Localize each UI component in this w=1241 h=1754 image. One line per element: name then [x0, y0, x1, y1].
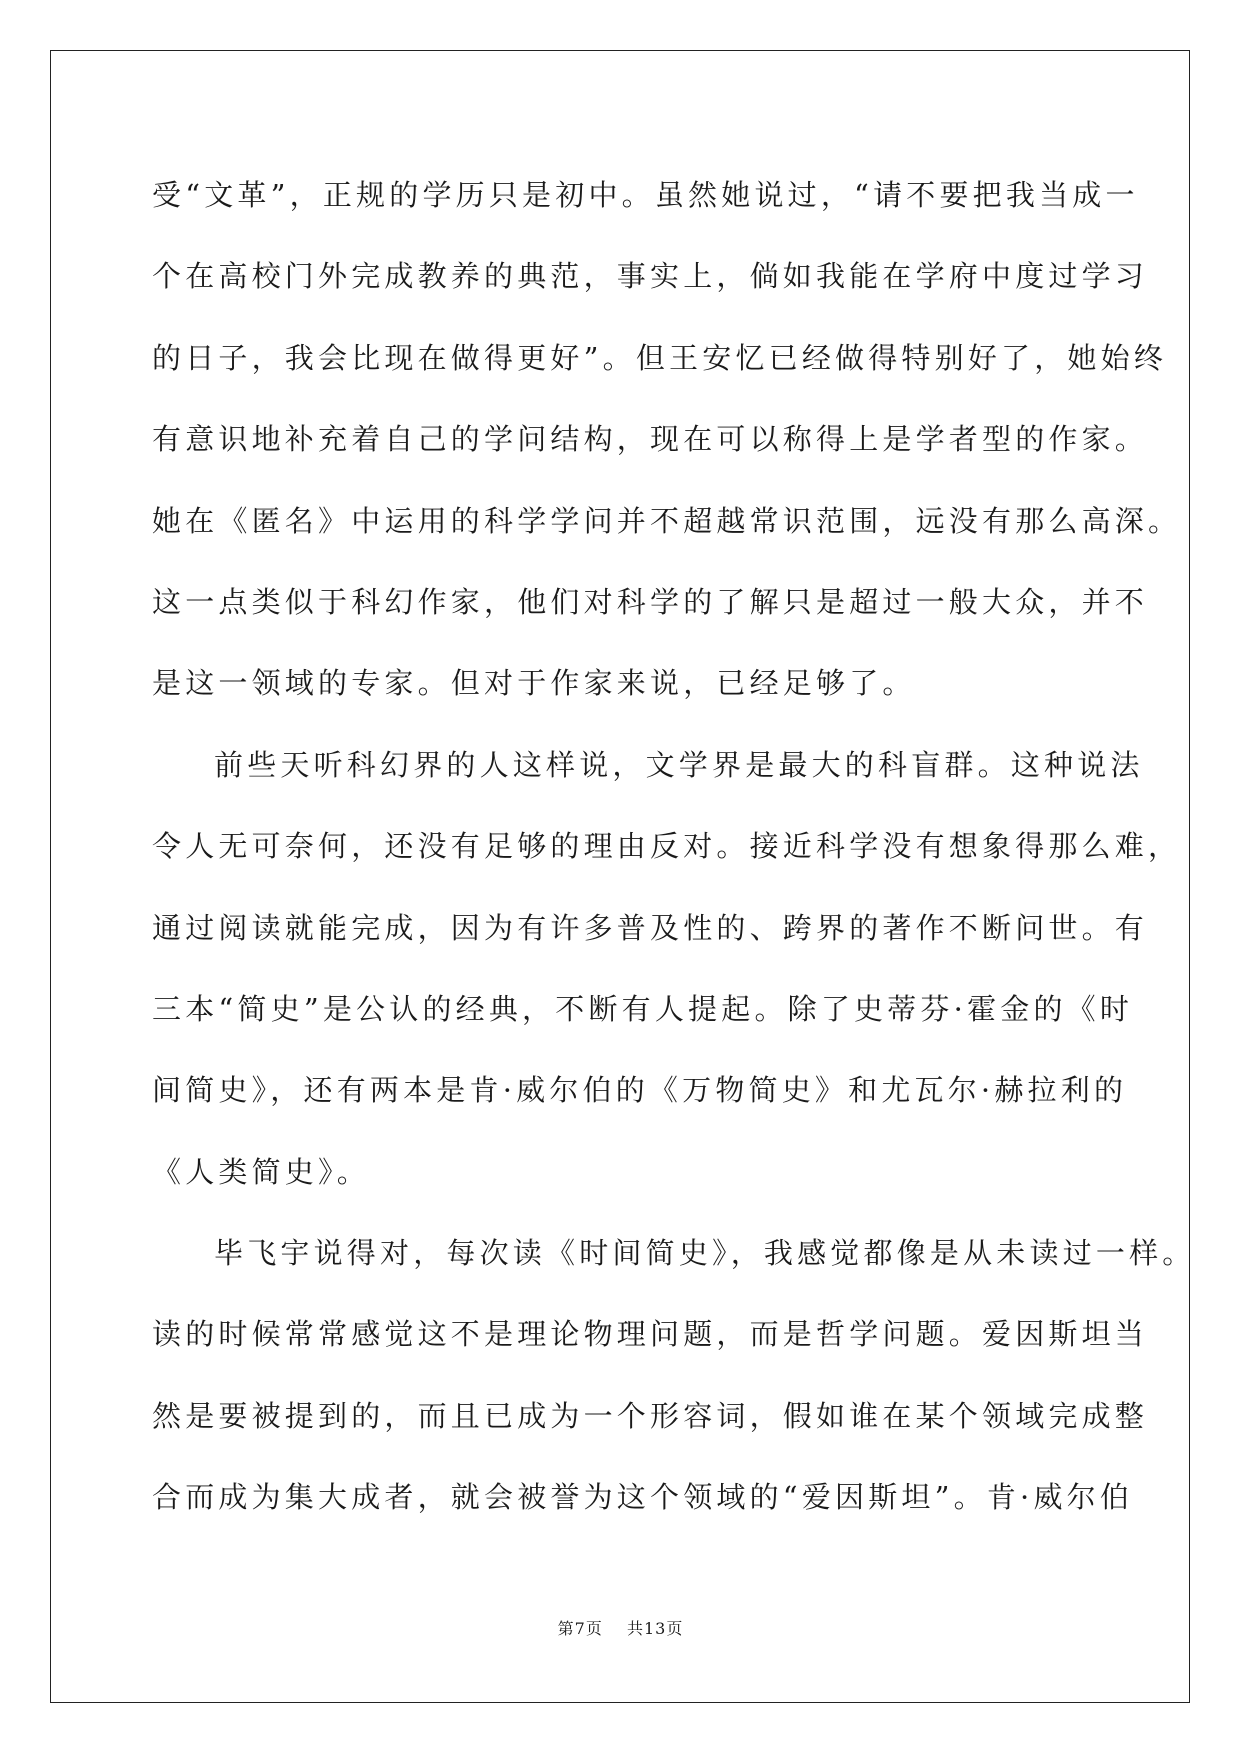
text-line: 读的时候常常感觉这不是理论物理问题，而是哲学问题。爱因斯坦当 [152, 1317, 1149, 1352]
text-line: 合而成为集大成者，就会被誉为这个领域的“爱因斯坦”。肯·威尔伯 [152, 1480, 1134, 1515]
page-number: 第7页 [557, 1619, 603, 1638]
page-total: 共13页 [626, 1619, 684, 1638]
text-line: 个在高校门外完成教养的典范，事实上，倘如我能在学府中度过学习 [152, 259, 1149, 294]
text-line: 令人无可奈何，还没有足够的理由反对。接近科学没有想象得那么难， [152, 829, 1182, 864]
body-text [152, 155, 1196, 1539]
text-line: 受“文革”，正规的学历只是初中。虽然她说过，“请不要把我当成一 [152, 178, 1139, 212]
text-line: 《人类简史》。 [152, 1154, 370, 1189]
text-line: 毕飞宇说得对，每次读《时间简史》，我感觉都像是从未读过一样。 [214, 1236, 1196, 1271]
text-line: 然是要被提到的，而且已成为一个形容词，假如谁在某个领域完成整 [152, 1398, 1149, 1433]
text-line: 通过阅读就能完成，因为有许多普及性的、跨界的著作不断问世。有 [152, 910, 1149, 945]
text-line: 她在《匿名》中运用的科学学问并不超越常识范围，远没有那么高深。 [152, 503, 1182, 538]
page-footer [0, 1616, 1241, 1639]
text-line: 这一点类似于科幻作家，他们对科学的了解只是超过一般大众，并不 [152, 584, 1149, 619]
text-line: 前些天听科幻界的人这样说，文学界是最大的科盲群。这种说法 [214, 747, 1144, 782]
text-line: 是这一领域的专家。但对于作家来说，已经足够了。 [152, 666, 916, 701]
text-line: 有意识地补充着自己的学问结构，现在可以称得上是学者型的作家。 [152, 422, 1149, 457]
text-line: 间简史》，还有两本是肯·威尔伯的《万物简史》和尤瓦尔·赫拉利的 [152, 1073, 1128, 1108]
text-line: 的日子，我会比现在做得更好”。但王安忆已经做得特别好了，她始终 [152, 340, 1168, 375]
text-line: 三本“简史”是公认的经典，不断有人提起。除了史蒂芬·霍金的《时 [152, 991, 1134, 1026]
